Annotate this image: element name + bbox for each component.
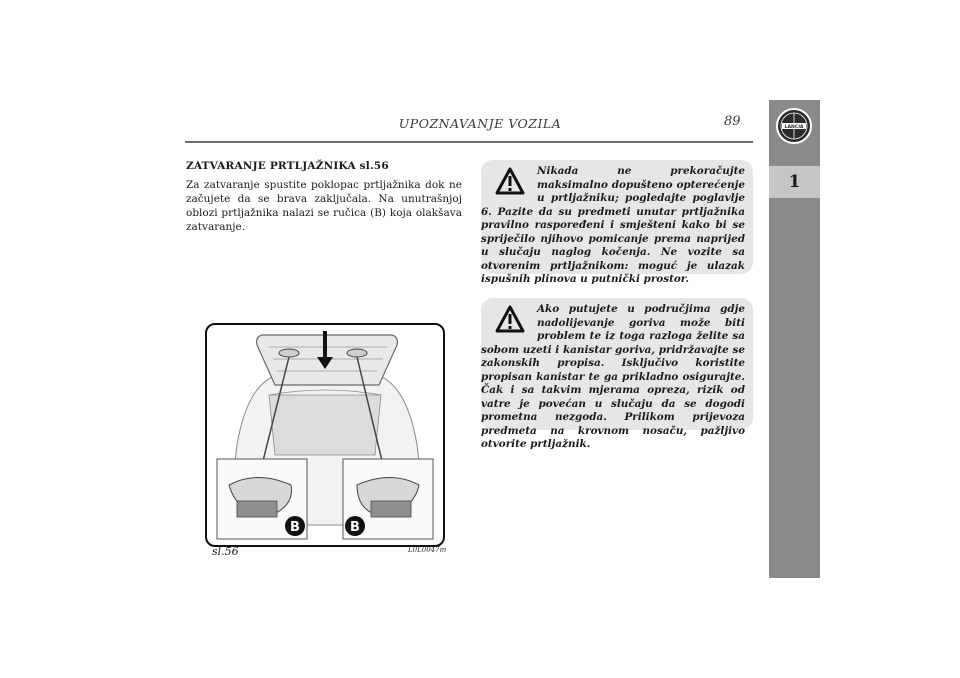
lancia-badge-icon <box>774 106 814 146</box>
warning-text-1 <box>481 160 753 287</box>
running-header-title: UPOZNAVANJE VOZILA <box>398 116 562 131</box>
chapter-number: 1 <box>769 166 820 198</box>
chapter-side-tab <box>769 100 820 578</box>
section-body: Za zatvaranje spustite poklopac prtljažnika dok ne začujete da se brava zaključala. Na unutrašnjoj oblozi prtljažnika nalazi se ručica (B) koja olakšava zatvaranje. <box>186 179 462 233</box>
warning-text-2-content: Ako putujete u područjima gdje nadolijevanje goriva može biti problem te iz toga razloga želite sa sobom uzeti i kanistar goriva, pridržavajte se zakonskih propisa. Isključivo koristite propisan kanistar te ga prikladno osigurajte. Čak i sa takvim mjerama opreza, rizik od vatre je povećan u slučaju da se dogodi prometna nezgoda. Prilikom prijevoza predmeta na krovnom nosaču, pažljivo otvorite prtljažnik. <box>481 303 745 450</box>
warning-triangle-icon <box>495 167 525 195</box>
figure-caption: sl.56 <box>212 545 239 558</box>
trunk-illustration <box>207 325 443 545</box>
header-rule <box>185 141 753 143</box>
figure-code: L0L0047m <box>408 546 447 554</box>
trunk-figure <box>205 323 445 547</box>
page-number: 89 <box>724 114 741 129</box>
badge-text: LANCIA <box>784 125 804 130</box>
warning-triangle-icon <box>495 305 525 333</box>
warning-box-2 <box>481 298 753 450</box>
warning-text-2 <box>481 298 753 452</box>
callout-b-right: B <box>350 520 360 535</box>
warning-box-1 <box>481 160 753 285</box>
warning-text-1-content: Nikada ne prekoračujte maksimalno dopušteno opterećenje u prtljažniku; pogledajte poglavlje 6. Pazite da su predmeti unutar prtljažnika pravilno raspoređeni i smješteni kako bi se spriječilo njihovo pomicanje prema naprijed u slučaju naglog kočenja. Ne vozite sa otvorenim prtljažnikom: moguć je ulazak ispušnih plinova u putnički prostor. <box>481 165 745 285</box>
callout-b-left: B <box>290 520 300 535</box>
section-title: ZATVARANJE PRTLJAŽNIKA sl.56 <box>186 160 389 172</box>
